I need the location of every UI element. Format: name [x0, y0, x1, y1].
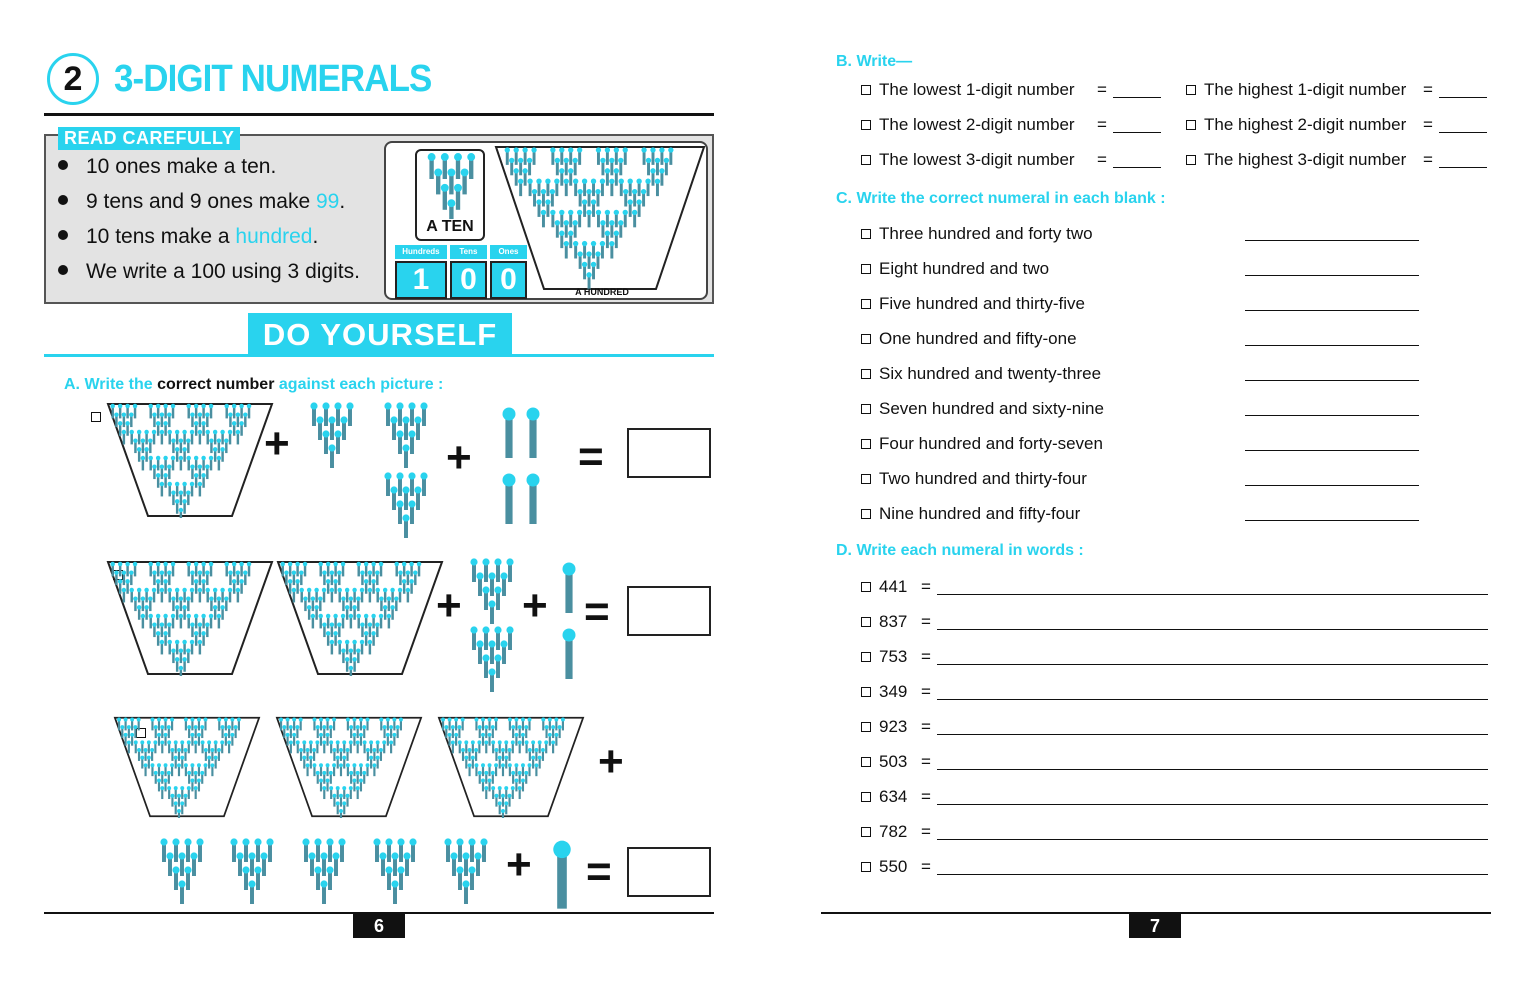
plus-sign: +	[598, 737, 624, 786]
ten-group	[294, 838, 354, 904]
hundred-basket	[112, 716, 262, 818]
hundred-basket	[106, 560, 274, 676]
item-label: Five hundred and thirty-five	[879, 294, 1085, 313]
hundred-basket	[436, 716, 586, 818]
answer-blank[interactable]	[1245, 240, 1419, 241]
ten-card	[415, 149, 485, 241]
section-a-heading	[64, 376, 443, 394]
read-carefully-label: READ CAREFULLY	[58, 127, 240, 150]
answer-blank[interactable]	[1113, 97, 1161, 98]
answer-blank[interactable]	[1245, 415, 1419, 416]
answer-blank[interactable]	[1245, 450, 1419, 451]
item-label: Two hundred and thirty-four	[879, 469, 1087, 488]
equals-sign: =	[1097, 150, 1107, 169]
section-b-row-2-right	[1186, 115, 1406, 135]
equals-sign: =	[921, 577, 931, 596]
section-c-item	[861, 434, 1421, 469]
row-checkbox[interactable]	[861, 652, 871, 662]
row-checkbox[interactable]	[1186, 120, 1196, 130]
section-d-heading: D. Write each numeral in words :	[836, 542, 1084, 559]
bullet-3	[58, 225, 318, 249]
section-a-text-bold: correct number	[157, 376, 275, 393]
section-d-item	[861, 787, 1489, 822]
ten-group	[152, 838, 212, 904]
section-c-item	[861, 364, 1421, 399]
answer-blank[interactable]	[1245, 310, 1419, 311]
numeral-label: 837	[879, 612, 908, 631]
equals-sign: =	[586, 847, 612, 896]
bullet-dot	[58, 230, 68, 240]
answer-line[interactable]	[937, 734, 1488, 735]
equals-sign: =	[921, 822, 931, 841]
row-checkbox[interactable]	[861, 155, 871, 165]
row-checkbox[interactable]	[1186, 85, 1196, 95]
bullet-4	[58, 260, 360, 284]
item-label: Three hundred and forty two	[879, 224, 1093, 243]
row-checkbox[interactable]	[861, 617, 871, 627]
section-c-list	[861, 224, 1421, 539]
row-label: The lowest 2-digit number	[879, 115, 1075, 134]
row-checkbox[interactable]	[861, 404, 871, 414]
numeral-label: 550	[879, 857, 908, 876]
section-b-row-3-right	[1186, 150, 1406, 170]
one-bead	[562, 628, 576, 680]
item-label: Eight hundred and two	[879, 259, 1050, 278]
equals-sign: =	[921, 857, 931, 876]
section-b-row-1-right	[1186, 80, 1406, 100]
row-label: The lowest 1-digit number	[879, 80, 1075, 99]
row-checkbox[interactable]	[861, 264, 871, 274]
hundreds-header: Hundreds	[395, 245, 447, 259]
hundred-basket-graphic	[494, 145, 706, 291]
equals-sign: =	[921, 787, 931, 806]
ten-group	[376, 472, 436, 538]
row-checkbox[interactable]	[861, 862, 871, 872]
row-checkbox[interactable]	[861, 792, 871, 802]
ten-group	[365, 838, 425, 904]
answer-blank[interactable]	[1439, 167, 1487, 168]
bullet-text: 9 tens and 9 ones make	[86, 190, 316, 213]
section-c-item	[861, 224, 1421, 259]
ones-digit: 0	[490, 261, 527, 299]
section-d-list	[861, 577, 1489, 892]
numeral-label: 782	[879, 822, 908, 841]
ten-group	[376, 402, 436, 468]
equals-sign: =	[1097, 115, 1107, 134]
section-c-heading: C. Write the correct numeral in each blank :	[836, 190, 1166, 207]
bullet-2	[58, 190, 345, 214]
answer-blank[interactable]	[1245, 345, 1419, 346]
answer-line[interactable]	[937, 594, 1488, 595]
answer-blank[interactable]	[1245, 380, 1419, 381]
ten-group	[436, 838, 496, 904]
row-label: The lowest 3-digit number	[879, 150, 1075, 169]
equals-sign: =	[1423, 115, 1433, 134]
ten-group	[222, 838, 282, 904]
page-number-left: 6	[353, 914, 405, 938]
row-checkbox[interactable]	[861, 827, 871, 837]
section-b-heading: B. Write—	[836, 53, 913, 70]
plus-sign: +	[522, 581, 548, 630]
do-yourself-banner: DO YOURSELF	[248, 313, 512, 356]
bullet-text: 10 tens make a	[86, 225, 236, 248]
answer-blank[interactable]	[1245, 520, 1419, 521]
row-checkbox[interactable]	[861, 439, 871, 449]
ones-header: Ones	[490, 245, 527, 259]
ten-group	[462, 558, 522, 624]
ten-beads-graphic	[417, 151, 483, 219]
row-checkbox[interactable]	[1186, 155, 1196, 165]
section-a-text-1: Write the	[84, 376, 153, 393]
section-c-item	[861, 329, 1421, 364]
item-label: Nine hundred and fifty-four	[879, 504, 1081, 523]
answer-blank[interactable]	[1439, 97, 1487, 98]
equals-sign: =	[1097, 80, 1107, 99]
equals-sign: =	[584, 587, 610, 636]
section-b-row-3-left	[861, 150, 1075, 170]
answer-blank[interactable]	[1245, 275, 1419, 276]
ten-group	[302, 402, 362, 468]
row-checkbox[interactable]	[861, 334, 871, 344]
answer-box-1[interactable]	[627, 428, 711, 478]
section-d-item	[861, 577, 1489, 612]
row-checkbox[interactable]	[861, 474, 871, 484]
plus-sign: +	[436, 581, 462, 630]
chapter-number: 2	[63, 59, 83, 98]
bullet-highlight: 99	[316, 190, 340, 213]
section-c-item	[861, 259, 1421, 294]
title-rule	[44, 113, 714, 116]
bullet-highlight: hundred	[235, 225, 313, 248]
answer-blank[interactable]	[1439, 132, 1487, 133]
section-d-item	[861, 682, 1489, 717]
chapter-number-badge	[47, 53, 99, 105]
section-a-text-2: against each picture :	[278, 376, 444, 393]
numeral-label: 503	[879, 752, 908, 771]
equals-sign: =	[578, 432, 604, 481]
hundreds-column	[395, 245, 447, 297]
row-checkbox[interactable]	[861, 687, 871, 697]
row-label: The highest 2-digit number	[1204, 115, 1407, 134]
section-d-item	[861, 857, 1489, 892]
equals-sign: =	[921, 752, 931, 771]
place-value-illustration	[384, 141, 708, 300]
equals-sign: =	[921, 612, 931, 631]
item-label: Seven hundred and sixty-nine	[879, 399, 1104, 418]
section-c-item	[861, 399, 1421, 434]
answer-line[interactable]	[937, 769, 1488, 770]
row-checkbox[interactable]	[861, 85, 871, 95]
answer-box-2[interactable]	[627, 586, 711, 636]
section-d-item	[861, 717, 1489, 752]
ten-label: A TEN	[426, 218, 474, 235]
plus-sign: +	[446, 433, 472, 482]
tens-header: Tens	[450, 245, 487, 259]
row-checkbox[interactable]	[861, 299, 871, 309]
item-label: Four hundred and forty-seven	[879, 434, 1103, 453]
hundreds-digit: 1	[395, 261, 447, 299]
section-d-item	[861, 647, 1489, 682]
equals-sign: =	[1423, 80, 1433, 99]
hundred-basket	[276, 560, 444, 676]
item-label: One hundred and fifty-one	[879, 329, 1077, 348]
one-bead	[562, 562, 576, 614]
page-number-right: 7	[1129, 914, 1181, 938]
numeral-label: 349	[879, 682, 908, 701]
row-checkbox[interactable]	[861, 722, 871, 732]
answer-blank[interactable]	[1245, 485, 1419, 486]
bullet-suffix: .	[339, 190, 346, 213]
bullet-suffix: .	[312, 225, 319, 248]
hundred-label: A HUNDRED	[575, 287, 629, 297]
exercise-1-checkbox[interactable]	[91, 412, 101, 422]
section-a-letter: A.	[64, 376, 80, 393]
numeral-label: 634	[879, 787, 908, 806]
bullet-dot	[58, 265, 68, 275]
ten-group	[462, 626, 522, 692]
answer-line[interactable]	[937, 804, 1488, 805]
row-checkbox[interactable]	[861, 509, 871, 519]
bullet-dot	[58, 160, 68, 170]
hundred-basket	[106, 402, 274, 518]
equals-sign: =	[921, 682, 931, 701]
numeral-label: 923	[879, 717, 908, 736]
section-d-item	[861, 752, 1489, 787]
equals-sign: =	[1423, 150, 1433, 169]
section-b-row-1-left	[861, 80, 1075, 100]
chapter-title: 3-DIGIT NUMERALS	[114, 58, 432, 100]
row-checkbox[interactable]	[861, 120, 871, 130]
row-label: The highest 3-digit number	[1204, 150, 1407, 169]
plus-sign: +	[506, 840, 532, 889]
row-checkbox[interactable]	[861, 369, 871, 379]
equals-sign: =	[921, 717, 931, 736]
row-checkbox[interactable]	[861, 757, 871, 767]
numeral-label: 441	[879, 577, 908, 596]
bullet-dot	[58, 195, 68, 205]
bullet-text: 10 ones make a ten.	[86, 155, 277, 178]
one-bead	[526, 473, 540, 525]
answer-line[interactable]	[937, 664, 1488, 665]
one-bead	[526, 407, 540, 459]
hundred-basket	[274, 716, 424, 818]
one-bead	[502, 407, 516, 459]
section-d-item	[861, 822, 1489, 857]
answer-line[interactable]	[937, 699, 1488, 700]
tens-column	[450, 245, 487, 297]
answer-line[interactable]	[937, 874, 1488, 875]
section-b-row-2-left	[861, 115, 1075, 135]
section-c-item	[861, 504, 1421, 539]
bullet-1	[58, 155, 276, 179]
plus-sign: +	[264, 419, 290, 468]
row-checkbox[interactable]	[861, 229, 871, 239]
do-yourself-rule	[44, 354, 714, 357]
section-d-item	[861, 612, 1489, 647]
row-checkbox[interactable]	[861, 582, 871, 592]
equals-sign: =	[921, 647, 931, 666]
one-bead	[502, 473, 516, 525]
answer-line[interactable]	[937, 629, 1488, 630]
one-bead	[551, 840, 573, 910]
answer-blank[interactable]	[1113, 132, 1161, 133]
section-c-item	[861, 294, 1421, 329]
answer-blank[interactable]	[1113, 167, 1161, 168]
answer-box-3[interactable]	[627, 847, 711, 897]
item-label: Six hundred and twenty-three	[879, 364, 1102, 383]
tens-digit: 0	[450, 261, 487, 299]
row-label: The highest 1-digit number	[1204, 80, 1407, 99]
section-c-item	[861, 469, 1421, 504]
numeral-label: 753	[879, 647, 908, 666]
bullet-text: We write a 100 using 3 digits.	[86, 260, 360, 283]
answer-line[interactable]	[937, 839, 1488, 840]
